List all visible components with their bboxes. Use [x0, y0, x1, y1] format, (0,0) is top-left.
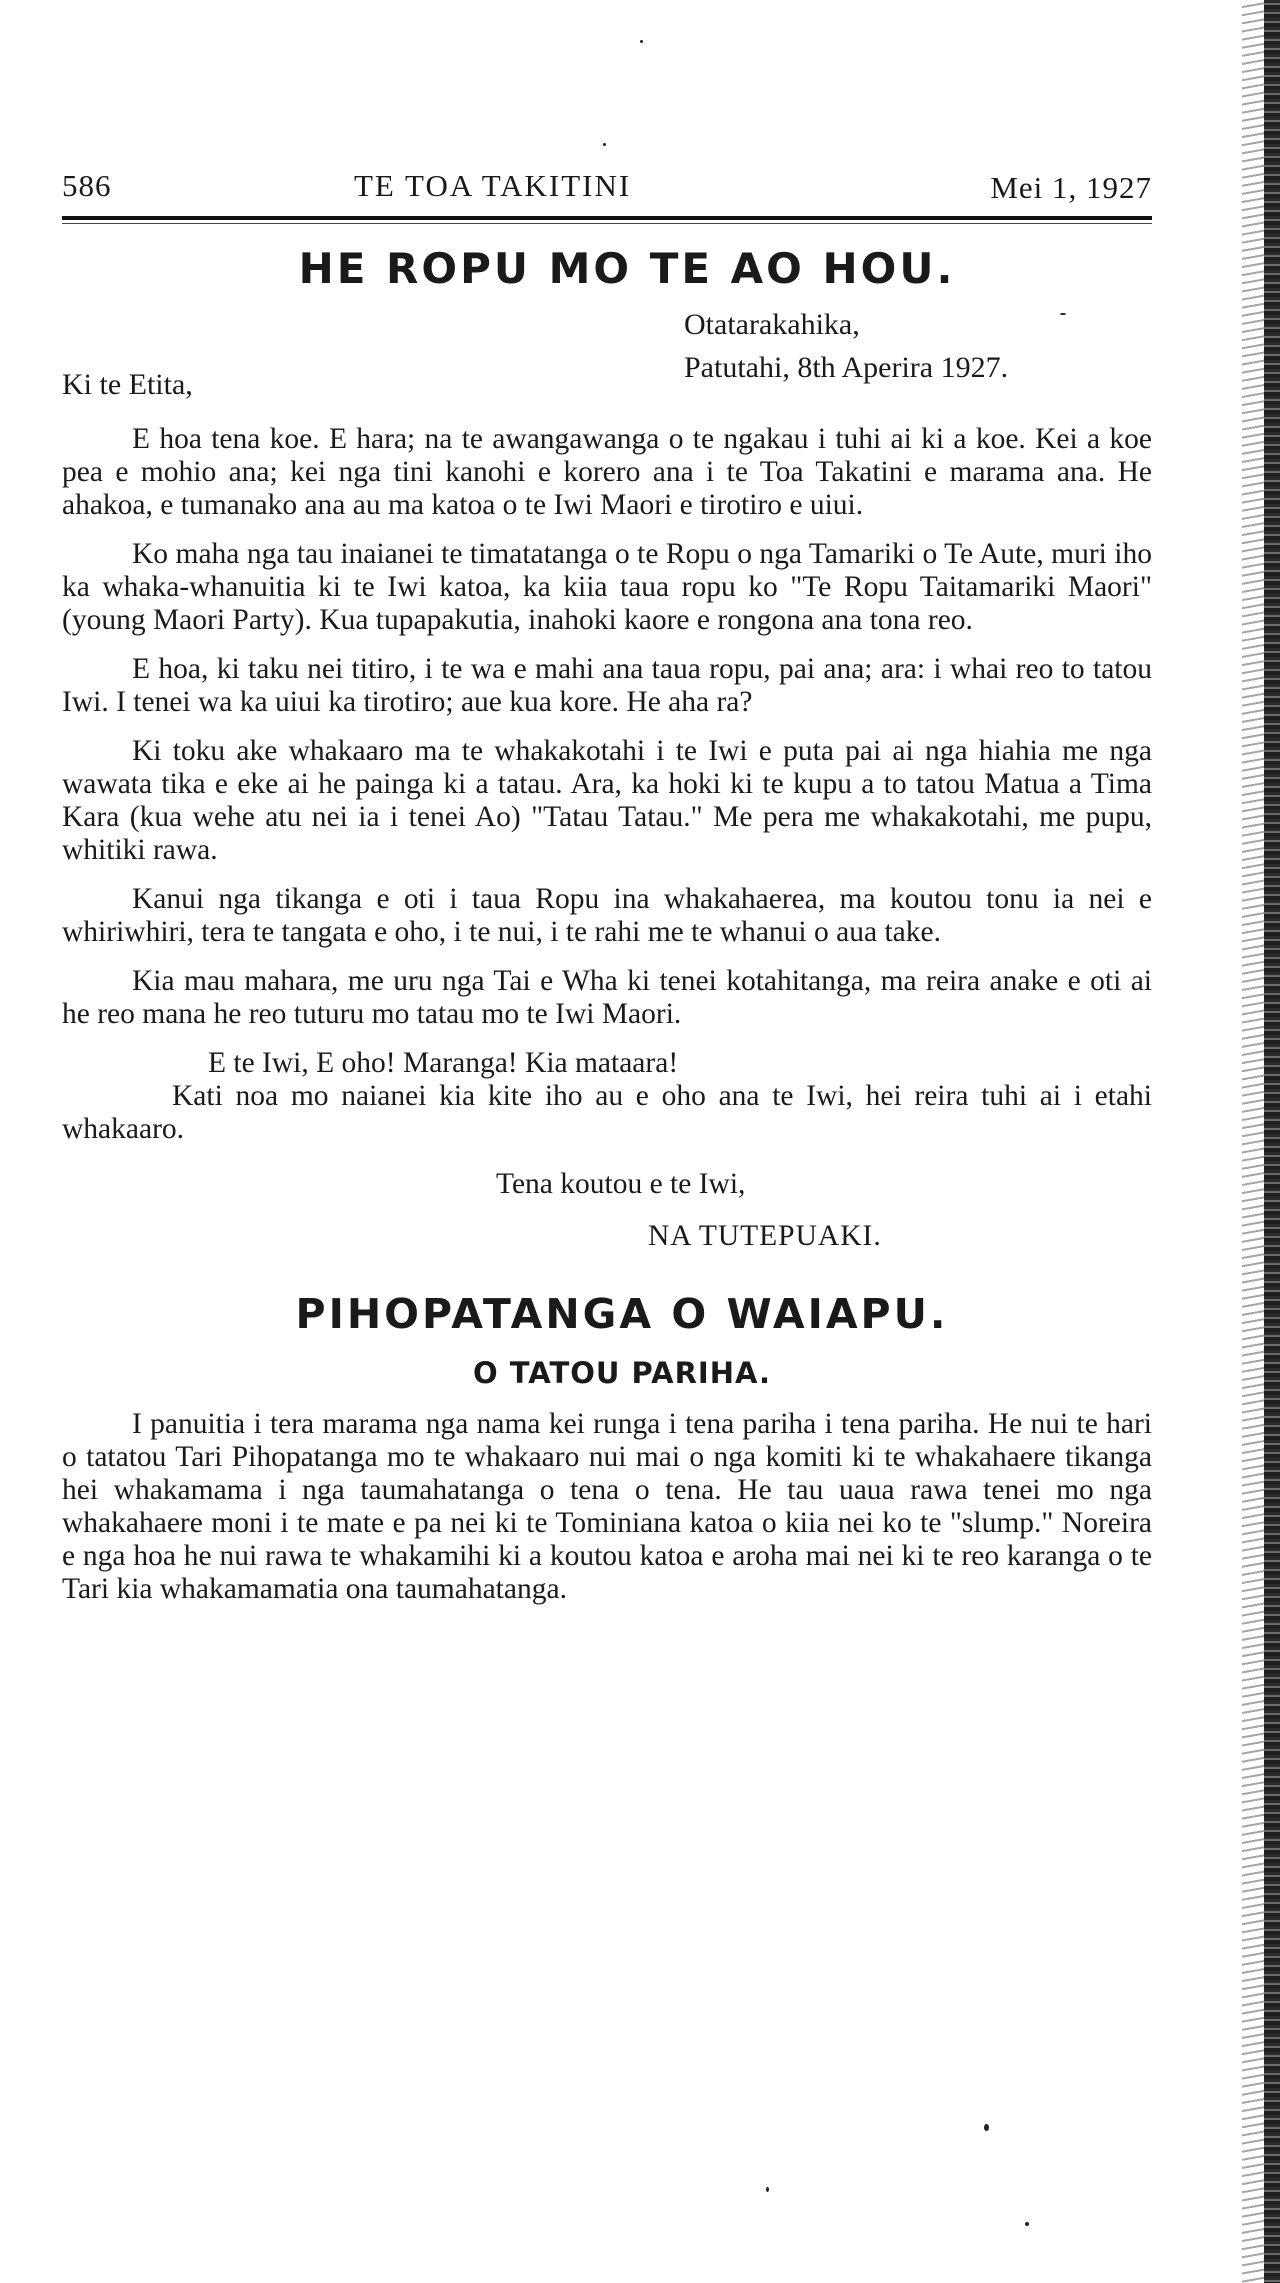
- scan-speck: [603, 143, 606, 146]
- article-paragraph: Ki toku ake whakaaro ma te whakakotahi i te Iwi e puta pai ai nga hiahia me nga wawata tika e eke ai he painga ki a tatau. Ara, ka hoki ki te kupu a to tatou Matua a Tima Kara (kua wehe atu nei ia i tenei Ao) "Tatau Tatau." Me pera me whakakotahi, me pupu, whitiki rawa.: [62, 735, 1152, 866]
- letter-salutation: Ki te Etita,: [62, 368, 193, 401]
- address-line: Otatarakahika,: [684, 308, 860, 341]
- scanned-page-edge: [1264, 0, 1280, 2283]
- article-paragraph: Kanui nga tikanga e oti i taua Ropu ina whakahaerea, ma koutou tonu ia nei e whiriwhiri, tera te tangata e oho, i te nui, i te rahi me te whanui o aua take.: [62, 883, 1152, 948]
- page-number: 586: [62, 168, 112, 203]
- scan-speck: [1025, 2222, 1029, 2226]
- header-rule: [62, 216, 1152, 220]
- article-paragraph: E hoa tena koe. E hara; na te awangawanga o te ngakau i tuhi ai ki a koe. Kei a koe pea e mohio ana; kei nga tini kanohi e korero ana i te Toa Takatini e marama ana. He ahakoa, e tumanako ana au ma katoa o te Iwi Maori e tirotiro e uiui.: [62, 423, 1152, 521]
- article-paragraph: I panuitia i tera marama nga nama kei runga i tena pariha i tena pariha. He nui te hari o tatatou Tari Pihopatanga mo te whakaaro nui mai o nga komiti ki te whakahaere tikanga hei whakamama i nga taumahatanga o tena o tena. He tau uaua rawa tenei mo nga whakahaere moni i te mate e pa nei ki te Tominiana katoa o kiia nei ko te "slump." Noreira e nga hoa he nui rawa te whakamihi ki a koutou katoa e aroha mai nei ki te reo karanga o te Tari kia whakamamatia ona taumahatanga.: [62, 1408, 1152, 1605]
- scanned-page-edge-shadow: [1242, 0, 1264, 2283]
- article-title: PIHOPATANGA O WAIAPU.: [295, 1290, 949, 1338]
- newspaper-page: [62, 168, 1152, 1622]
- publication-title: TE TOA TAKITINI: [354, 168, 632, 203]
- header-rule-thin: [62, 223, 1152, 224]
- scan-speck: [766, 2187, 769, 2192]
- scan-speck: [640, 40, 643, 43]
- address-line: Patutahi, 8th Aperira 1927.: [684, 351, 1009, 384]
- article-paragraph: E hoa, ki taku nei titiro, i te wa e mahi ana taua ropu, pai ana; ara: i whai reo to tatou Iwi. I tenei wa ka uiui ka tirotiro; aue kua kore. He aha ra?: [62, 653, 1152, 718]
- article-subtitle: O TATOU PARIHA.: [473, 1356, 771, 1390]
- article-exclamation: E te Iwi, E oho! Maranga! Kia mataara!: [208, 1047, 679, 1079]
- letter-signature: NA TUTEPUAKI.: [648, 1220, 882, 1252]
- article-paragraph: Kati noa mo naianei kia kite iho au e oho ana te Iwi, hei reira tuhi ai i etahi whakaaro.: [62, 1080, 1152, 1145]
- issue-date: Mei 1, 1927: [990, 170, 1152, 205]
- article-paragraph: Kia mau mahara, me uru nga Tai e Wha ki tenei kotahitanga, ma reira anake e oti ai he reo mana he reo tuturu mo tatau mo te Iwi Maori.: [62, 965, 1152, 1030]
- article-title: HE ROPU MO TE AO HOU.: [298, 244, 956, 293]
- letter-closing: Tena koutou e te Iwi,: [496, 1168, 746, 1200]
- scan-speck: [984, 2124, 989, 2131]
- article-paragraph: Ko maha nga tau inaianei te timatatanga o te Ropu o nga Tamariki o Te Aute, muri iho ka whaka-whanuitia ki te Iwi katoa, ka kiia taua ropu ko "Te Ropu Taitamariki Maori" (young Maori Party). Kua tupapakutia, inahoki kaore e rongona ana tona reo.: [62, 538, 1152, 636]
- page-header: [62, 168, 1152, 212]
